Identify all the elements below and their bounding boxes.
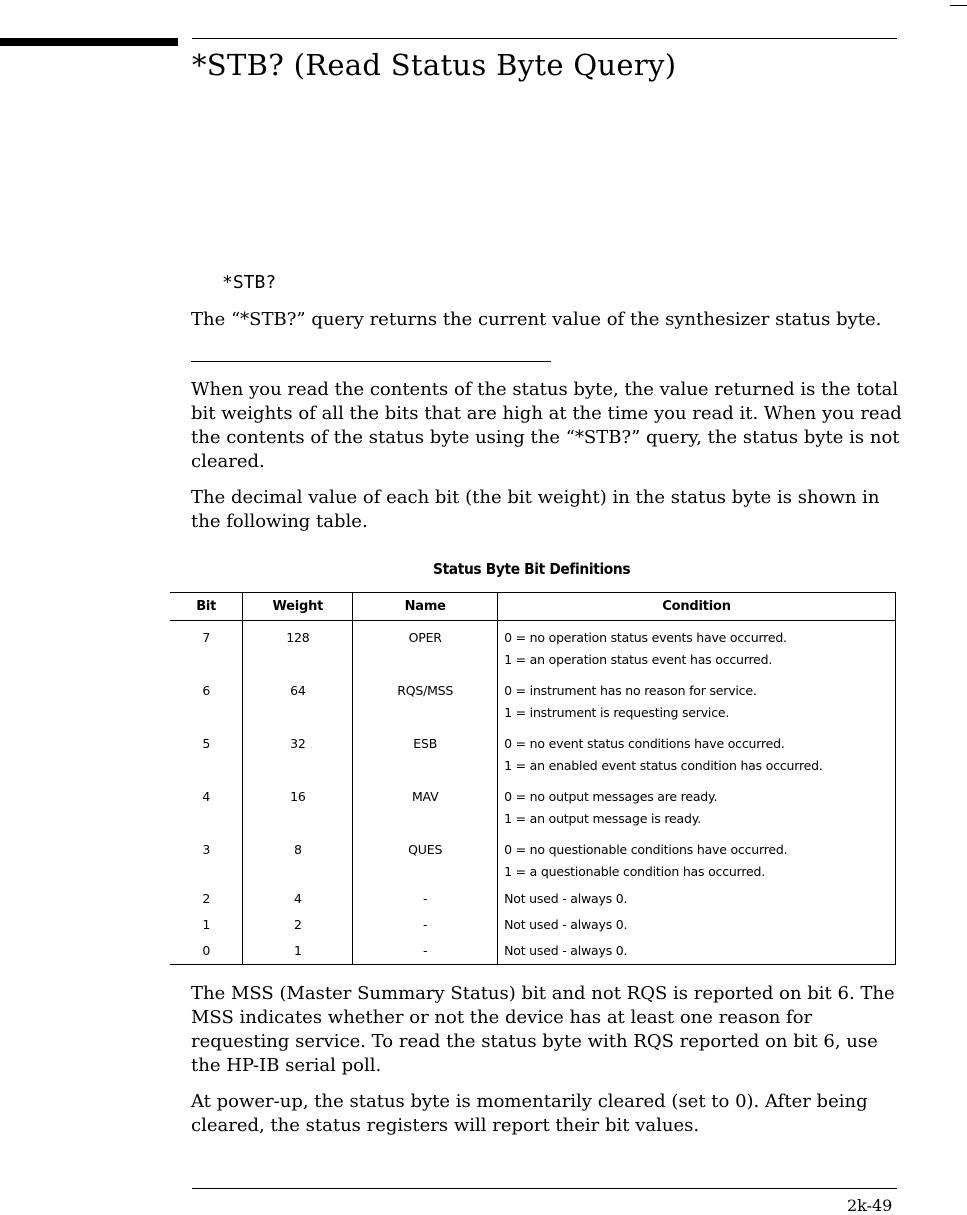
- weight-cell: 32: [243, 727, 353, 780]
- bit-cell: 6: [202, 683, 211, 698]
- name-cell: OPER: [353, 621, 498, 675]
- name-cell: -: [353, 938, 498, 965]
- table-row: [170, 938, 896, 965]
- paragraph-status-byte-read: When you read the contents of the status byte, the value returned is the total bit weights of all the bits that are high at the time you read it. When you read the contents of the status byte using the “*STB?” query, the status byte is not cleared.: [191, 379, 902, 472]
- table-row: [170, 674, 896, 727]
- section-tab-bar: [0, 38, 178, 46]
- section-divider: [191, 361, 551, 362]
- header-name: Name: [353, 593, 498, 621]
- weight-cell: 128: [243, 621, 353, 675]
- condition-cell: [498, 621, 896, 675]
- table-header-row: [170, 593, 896, 621]
- footer-rule: [192, 1188, 897, 1189]
- weight-cell: 1: [243, 938, 353, 965]
- condition-cell: [498, 886, 896, 912]
- name-cell: -: [353, 912, 498, 938]
- condition-line: 0 = no event status conditions have occurred.: [504, 736, 785, 751]
- note-mss-bit: The MSS (Master Summary Status) bit and not RQS is reported on bit 6. The MSS indicates whether or not the device has at least one reason for requesting service. To read the status byte with RQS reported on bit 6, use the HP-IB serial poll.: [191, 983, 895, 1076]
- header-weight: Weight: [243, 593, 353, 621]
- name-cell: QUES: [353, 833, 498, 886]
- condition-cell: [498, 780, 896, 833]
- note-power-up: At power-up, the status byte is momentarily cleared (set to 0). After being cleared, the status registers will report their bit values.: [191, 1091, 868, 1136]
- table-title: Status Byte Bit Definitions: [433, 560, 631, 578]
- weight-cell: 16: [243, 780, 353, 833]
- name-cell: -: [353, 886, 498, 912]
- page-title: *STB? (Read Status Byte Query): [192, 48, 677, 82]
- name-cell: ESB: [353, 727, 498, 780]
- table-row: [170, 727, 896, 780]
- condition-line: 1 = an output message is ready.: [504, 811, 701, 826]
- table-row: [170, 833, 896, 886]
- name-cell: RQS/MSS: [353, 674, 498, 727]
- condition-line: 1 = an enabled event status condition has occurred.: [504, 758, 823, 773]
- paragraph-bit-weight: The decimal value of each bit (the bit weight) in the status byte is shown in the following table.: [191, 487, 880, 532]
- condition-cell: [498, 727, 896, 780]
- table-row: [170, 621, 896, 675]
- condition-line: 0 = no operation status events have occurred.: [504, 630, 787, 645]
- bit-cell: 2: [202, 891, 211, 906]
- condition-line: 1 = a questionable condition has occurred.: [504, 864, 765, 879]
- bit-cell: 0: [202, 943, 211, 958]
- condition-line: Not used - always 0.: [504, 917, 628, 932]
- condition-line: 0 = instrument has no reason for service.: [504, 683, 757, 698]
- header-condition: Condition: [498, 593, 896, 621]
- condition-cell: [498, 938, 896, 965]
- status-byte-table: [170, 592, 896, 965]
- bit-cell: 3: [202, 842, 211, 857]
- syntax-command: *STB?: [222, 272, 277, 293]
- condition-cell: [498, 912, 896, 938]
- weight-cell: 64: [243, 674, 353, 727]
- weight-cell: 4: [243, 886, 353, 912]
- weight-cell: 2: [243, 912, 353, 938]
- bit-cell: 1: [202, 917, 211, 932]
- condition-line: 1 = instrument is requesting service.: [504, 705, 730, 720]
- condition-line: 0 = no output messages are ready.: [504, 789, 718, 804]
- condition-line: 0 = no questionable conditions have occurred.: [504, 842, 788, 857]
- bit-cell: 7: [202, 630, 211, 645]
- header-bit: Bit: [170, 593, 243, 621]
- header-rule: [192, 38, 897, 39]
- name-cell: MAV: [353, 780, 498, 833]
- bit-cell: 5: [202, 736, 211, 751]
- table-row: [170, 886, 896, 912]
- table-row: [170, 780, 896, 833]
- command-description: The “*STB?” query returns the current value of the synthesizer status byte.: [191, 309, 882, 330]
- weight-cell: 8: [243, 833, 353, 886]
- condition-line: Not used - always 0.: [504, 943, 628, 958]
- corner-mark: [950, 5, 967, 6]
- bit-cell: 4: [202, 789, 211, 804]
- condition-line: Not used - always 0.: [504, 891, 628, 906]
- condition-cell: [498, 674, 896, 727]
- condition-cell: [498, 833, 896, 886]
- condition-line: 1 = an operation status event has occurred.: [504, 652, 773, 667]
- table-row: [170, 912, 896, 938]
- page-number: 2k-49: [847, 1196, 893, 1215]
